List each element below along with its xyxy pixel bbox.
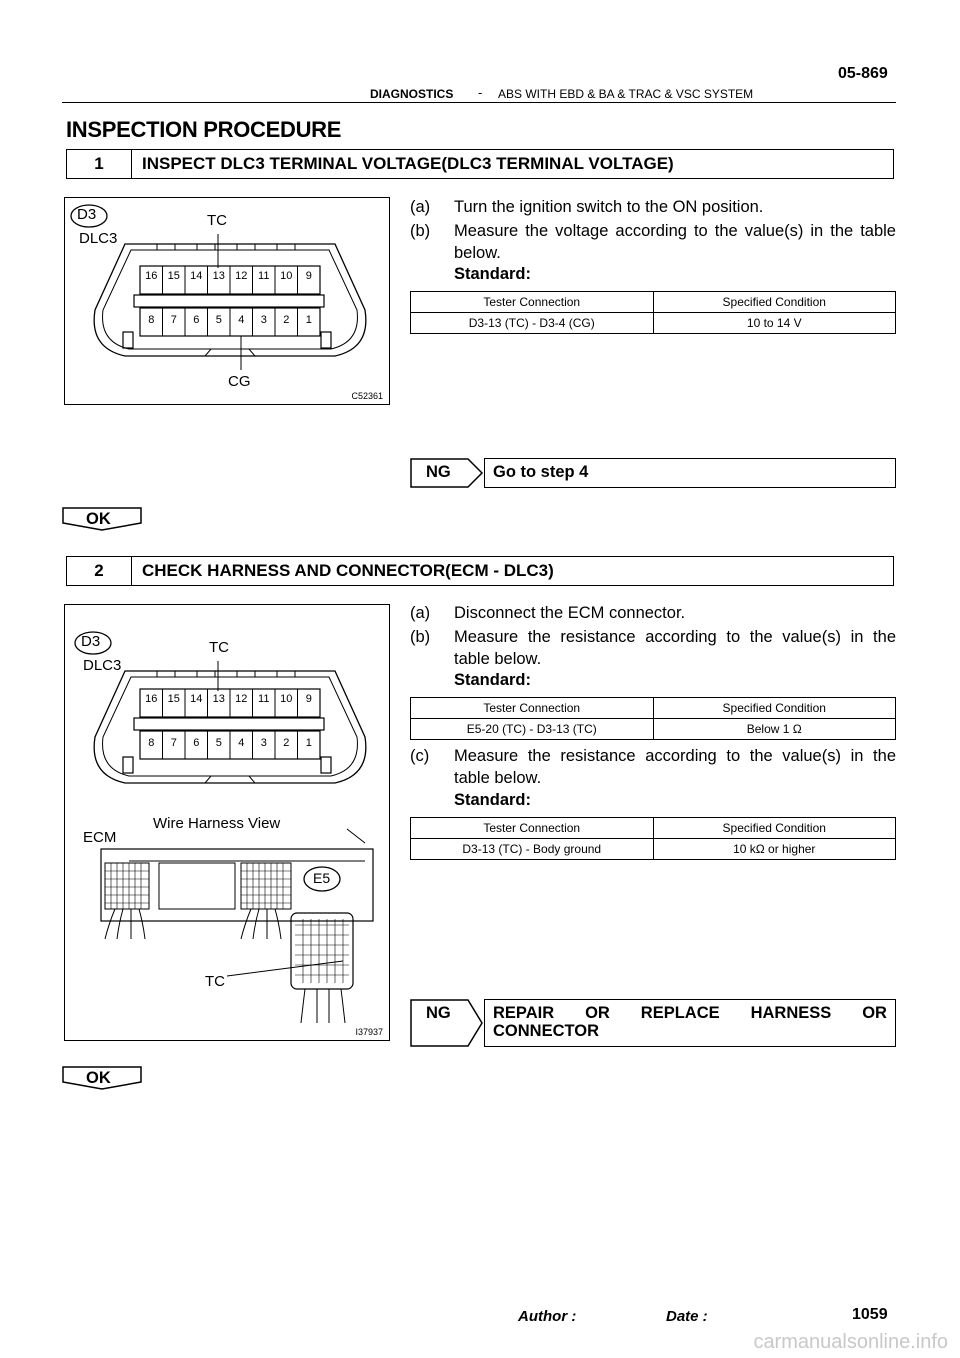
top-pin-row bbox=[140, 270, 320, 282]
table-header-row bbox=[411, 292, 896, 313]
ng-action: Go to step 4 bbox=[484, 458, 896, 488]
spec-table-1 bbox=[410, 291, 896, 334]
standard-label: Standard: bbox=[454, 265, 532, 283]
figure-id: C52361 bbox=[351, 391, 383, 401]
page-title: INSPECTION PROCEDURE bbox=[66, 117, 342, 142]
page-number: 1059 bbox=[852, 1306, 888, 1323]
ng-action-line1: REPAIR OR REPLACE HARNESS OR bbox=[493, 1004, 887, 1022]
table-cell: D3-13 (TC) - Body ground bbox=[411, 839, 654, 860]
step-2-header bbox=[66, 556, 894, 586]
ng-tag: NG bbox=[410, 458, 484, 488]
step-number: 1 bbox=[67, 150, 132, 178]
label-tc-lower: TC bbox=[205, 973, 225, 990]
connector-name: DLC3 bbox=[83, 657, 122, 674]
header-system: ABS WITH EBD & BA & TRAC & VSC SYSTEM bbox=[498, 87, 754, 101]
date-label: Date : bbox=[666, 1308, 708, 1325]
table-header-row bbox=[411, 818, 896, 839]
author-label: Author : bbox=[518, 1308, 577, 1325]
table-cell: E5-20 (TC) - D3-13 (TC) bbox=[411, 719, 654, 740]
pin-number: 5 bbox=[215, 314, 222, 326]
table-header-cell: Specified Condition bbox=[653, 818, 896, 839]
pin-number: 3 bbox=[260, 314, 267, 326]
standard-label: Standard: bbox=[454, 671, 532, 689]
step-1-header bbox=[66, 149, 894, 179]
pin-number: 1 bbox=[305, 314, 312, 326]
pin-number: 14 bbox=[190, 693, 203, 705]
connector-badge-d3: D3 bbox=[81, 633, 101, 650]
pin-number: 16 bbox=[145, 270, 158, 282]
table-cell: 10 to 14 V bbox=[653, 313, 896, 334]
label-cg: CG bbox=[228, 373, 251, 390]
pin-number: 13 bbox=[212, 693, 225, 705]
ecm-badge-e5: E5 bbox=[313, 870, 331, 886]
pin-number: 2 bbox=[283, 737, 290, 749]
step-title: CHECK HARNESS AND CONNECTOR(ECM - DLC3) bbox=[142, 561, 554, 580]
figure-dlc3-voltage bbox=[64, 197, 390, 405]
pin-number: 7 bbox=[170, 314, 177, 326]
pin-number: 3 bbox=[260, 737, 267, 749]
ng-result-2 bbox=[410, 999, 896, 1047]
ok-result-1: OK bbox=[62, 507, 142, 536]
table-row bbox=[411, 313, 896, 334]
pin-number: 4 bbox=[238, 737, 245, 749]
figure-id: I37937 bbox=[355, 1027, 383, 1037]
pin-number: 8 bbox=[148, 314, 155, 326]
pin-number: 10 bbox=[280, 270, 293, 282]
pin-number: 4 bbox=[238, 314, 245, 326]
table-row bbox=[411, 839, 896, 860]
pin-number: 9 bbox=[305, 693, 312, 705]
pin-number: 7 bbox=[170, 737, 177, 749]
pin-number: 13 bbox=[212, 270, 225, 282]
header-section: DIAGNOSTICS bbox=[370, 87, 454, 101]
table-header-cell: Tester Connection bbox=[411, 698, 654, 719]
step-number: 2 bbox=[67, 557, 132, 585]
pin-number: 15 bbox=[167, 693, 180, 705]
top-pin-row bbox=[140, 693, 320, 705]
spec-table-2 bbox=[410, 697, 896, 740]
table-cell: D3-13 (TC) - D3-4 (CG) bbox=[411, 313, 654, 334]
standard-label: Standard: bbox=[454, 791, 532, 809]
pin-number: 12 bbox=[235, 270, 248, 282]
pin-number: 10 bbox=[280, 693, 293, 705]
table-row bbox=[411, 719, 896, 740]
pin-number: 11 bbox=[258, 270, 270, 282]
connector-name: DLC3 bbox=[79, 230, 118, 247]
pin-number: 9 bbox=[305, 270, 312, 282]
pin-number: 1 bbox=[305, 737, 312, 749]
pin-number: 2 bbox=[283, 314, 290, 326]
table-header-cell: Tester Connection bbox=[411, 292, 654, 313]
ecm-label: ECM bbox=[83, 829, 117, 846]
pin-number: 12 bbox=[235, 693, 248, 705]
spec-table-3 bbox=[410, 817, 896, 860]
table-cell: 10 kΩ or higher bbox=[653, 839, 896, 860]
ng-result-1 bbox=[410, 458, 896, 488]
pin-number: 16 bbox=[145, 693, 158, 705]
pin-number: 14 bbox=[190, 270, 203, 282]
ng-action bbox=[484, 999, 896, 1047]
pin-number: 11 bbox=[258, 693, 270, 705]
table-header-cell: Specified Condition bbox=[653, 698, 896, 719]
table-header-cell: Specified Condition bbox=[653, 292, 896, 313]
pin-number: 6 bbox=[193, 737, 200, 749]
pin-number: 6 bbox=[193, 314, 200, 326]
bottom-pin-row bbox=[140, 737, 320, 749]
header-separator: - bbox=[478, 85, 483, 100]
ok-result-2: OK bbox=[62, 1066, 142, 1095]
step-title: INSPECT DLC3 TERMINAL VOLTAGE(DLC3 TERMINAL VOLTAGE) bbox=[142, 154, 674, 173]
wire-harness-label: Wire Harness View bbox=[153, 815, 281, 832]
table-header-row bbox=[411, 698, 896, 719]
table-header-cell: Tester Connection bbox=[411, 818, 654, 839]
pin-number: 15 bbox=[167, 270, 180, 282]
bottom-pin-row bbox=[140, 314, 320, 326]
watermark: carmanualsonline.info bbox=[753, 1331, 948, 1353]
connector-badge-d3: D3 bbox=[77, 206, 97, 223]
ng-action-line2: CONNECTOR bbox=[493, 1022, 600, 1040]
label-tc: TC bbox=[209, 639, 229, 656]
ng-tag: NG bbox=[410, 999, 484, 1047]
table-cell: Below 1 Ω bbox=[653, 719, 896, 740]
pin-number: 5 bbox=[215, 737, 222, 749]
page-code: 05-869 bbox=[838, 65, 888, 82]
header-rule bbox=[62, 102, 896, 103]
pin-number: 8 bbox=[148, 737, 155, 749]
figure-harness-check bbox=[64, 604, 390, 1041]
label-tc: TC bbox=[207, 212, 227, 229]
